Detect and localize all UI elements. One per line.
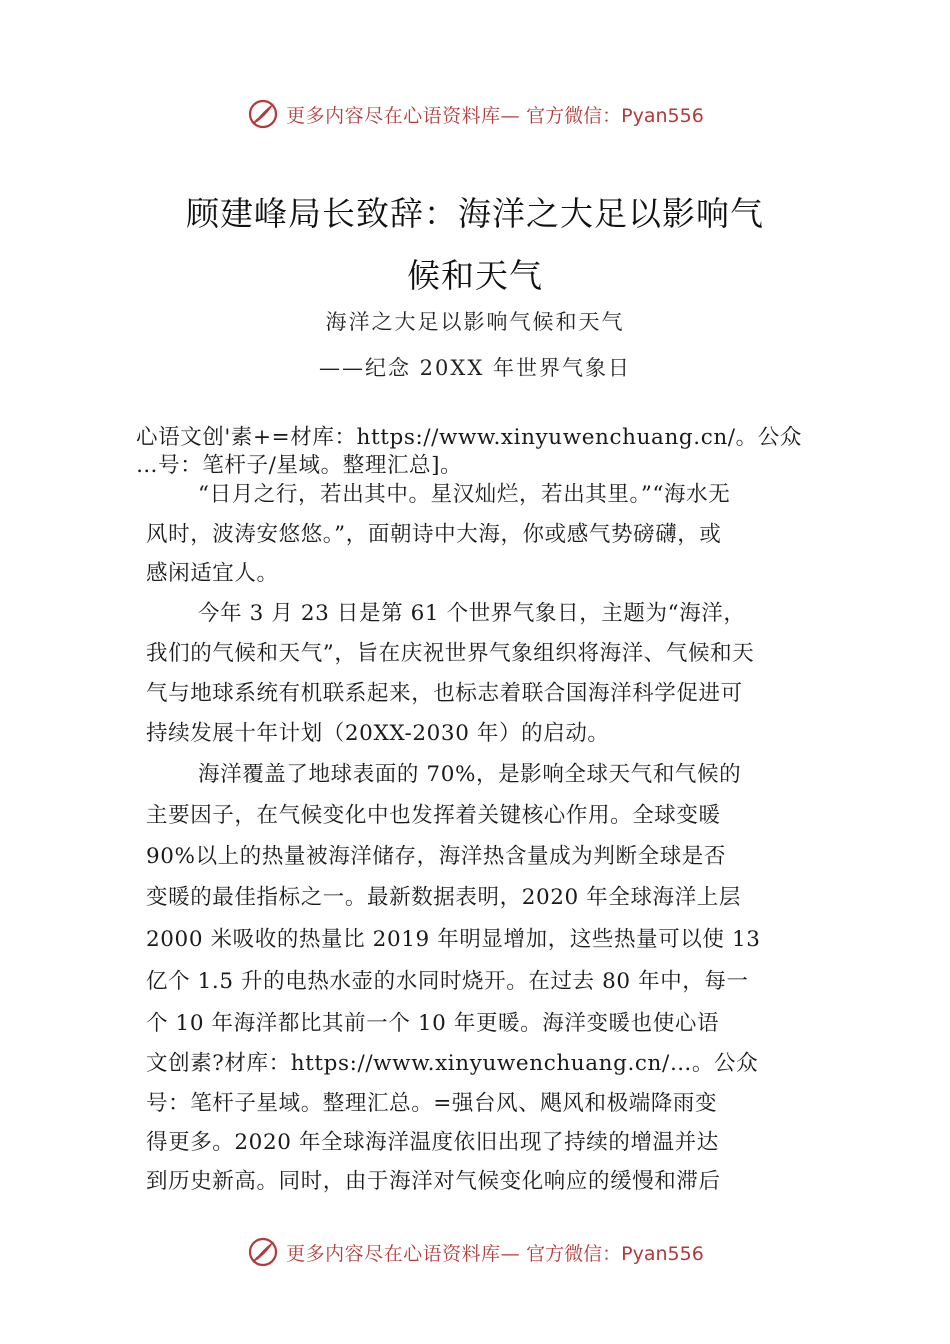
- body-line: 个 10 年海洋都比其前一个 10 年更暖。海洋变暖也使心语: [146, 1011, 720, 1036]
- header-banner-wechat: 官方微信：Pyan556: [526, 104, 704, 127]
- footer-banner-wechat: 官方微信：Pyan556: [526, 1242, 704, 1265]
- body-line: 气与地球系统有机联系起来，也标志着联合国海洋科学促进可: [146, 681, 743, 706]
- subtitle-line-2: ——纪念 20XX 年世界气象日: [319, 356, 631, 380]
- body-line: 文创素?材库：https://www.xinyuwenchuang.cn/…。公众: [146, 1051, 759, 1076]
- body-line: 亿个 1.5 升的电热水壶的水同时烧开。在过去 80 年中，每一: [146, 969, 749, 994]
- body-line: 感闲适宜人。: [146, 561, 279, 586]
- body-line: 变暖的最佳指标之一。最新数据表明，2020 年全球海洋上层: [146, 885, 741, 910]
- body-line: “日月之行，若出其中。星汉灿烂，若出其里。”“海水无: [198, 482, 731, 507]
- body-line: 90%以上的热量被海洋储存，海洋热含量成为判断全球是否: [146, 844, 726, 869]
- body-line: 持续发展十年计划（20XX-2030 年）的启动。: [146, 721, 610, 746]
- footer-banner: [0, 1232, 950, 1272]
- header-banner: [0, 94, 950, 134]
- body-line: 得更多。2020 年全球海洋温度依旧出现了持续的增温并达: [146, 1130, 719, 1155]
- footer-banner-text: 更多内容尽在心语资料库—: [286, 1242, 521, 1265]
- body-line: 心语文创'素+=材库：https://www.xinyuwenchuang.cn/。公众: [136, 425, 802, 450]
- body-line: 我们的气候和天气”，旨在庆祝世界气象组织将海洋、气候和天: [146, 641, 755, 666]
- body-line: 今年 3 月 23 日是第 61 个世界气象日，主题为“海洋，: [198, 601, 746, 626]
- body-line: 到历史新高。同时，由于海洋对气候变化响应的缓慢和滞后: [146, 1169, 721, 1194]
- body-line: 2000 米吸收的热量比 2019 年明显增加，这些热量可以使 13: [146, 927, 761, 952]
- body-line: …号：笔杆子/星域。整理汇总]。: [136, 453, 463, 478]
- body-line: 主要因子，在气候变化中也发挥着关键核心作用。全球变暖: [146, 803, 721, 828]
- body-line: 风时，波涛安悠悠。”，面朝诗中大海，你或感气势磅礴，或: [146, 522, 722, 547]
- quill-logo-icon: [246, 1235, 280, 1269]
- page-title-line-2: 候和天气: [407, 256, 543, 295]
- body-line: 海洋覆盖了地球表面的 70%，是影响全球天气和气候的: [198, 762, 742, 787]
- body-line: 号：笔杆子星域。整理汇总。=强台风、飓风和极端降雨变: [146, 1091, 718, 1116]
- subtitle-line-1: 海洋之大足以影响气候和天气: [325, 310, 625, 334]
- quill-logo-icon: [246, 97, 280, 131]
- header-banner-text: 更多内容尽在心语资料库—: [286, 104, 521, 127]
- page-title-line-1: 顾建峰局长致辞：海洋之大足以影响气: [186, 194, 764, 233]
